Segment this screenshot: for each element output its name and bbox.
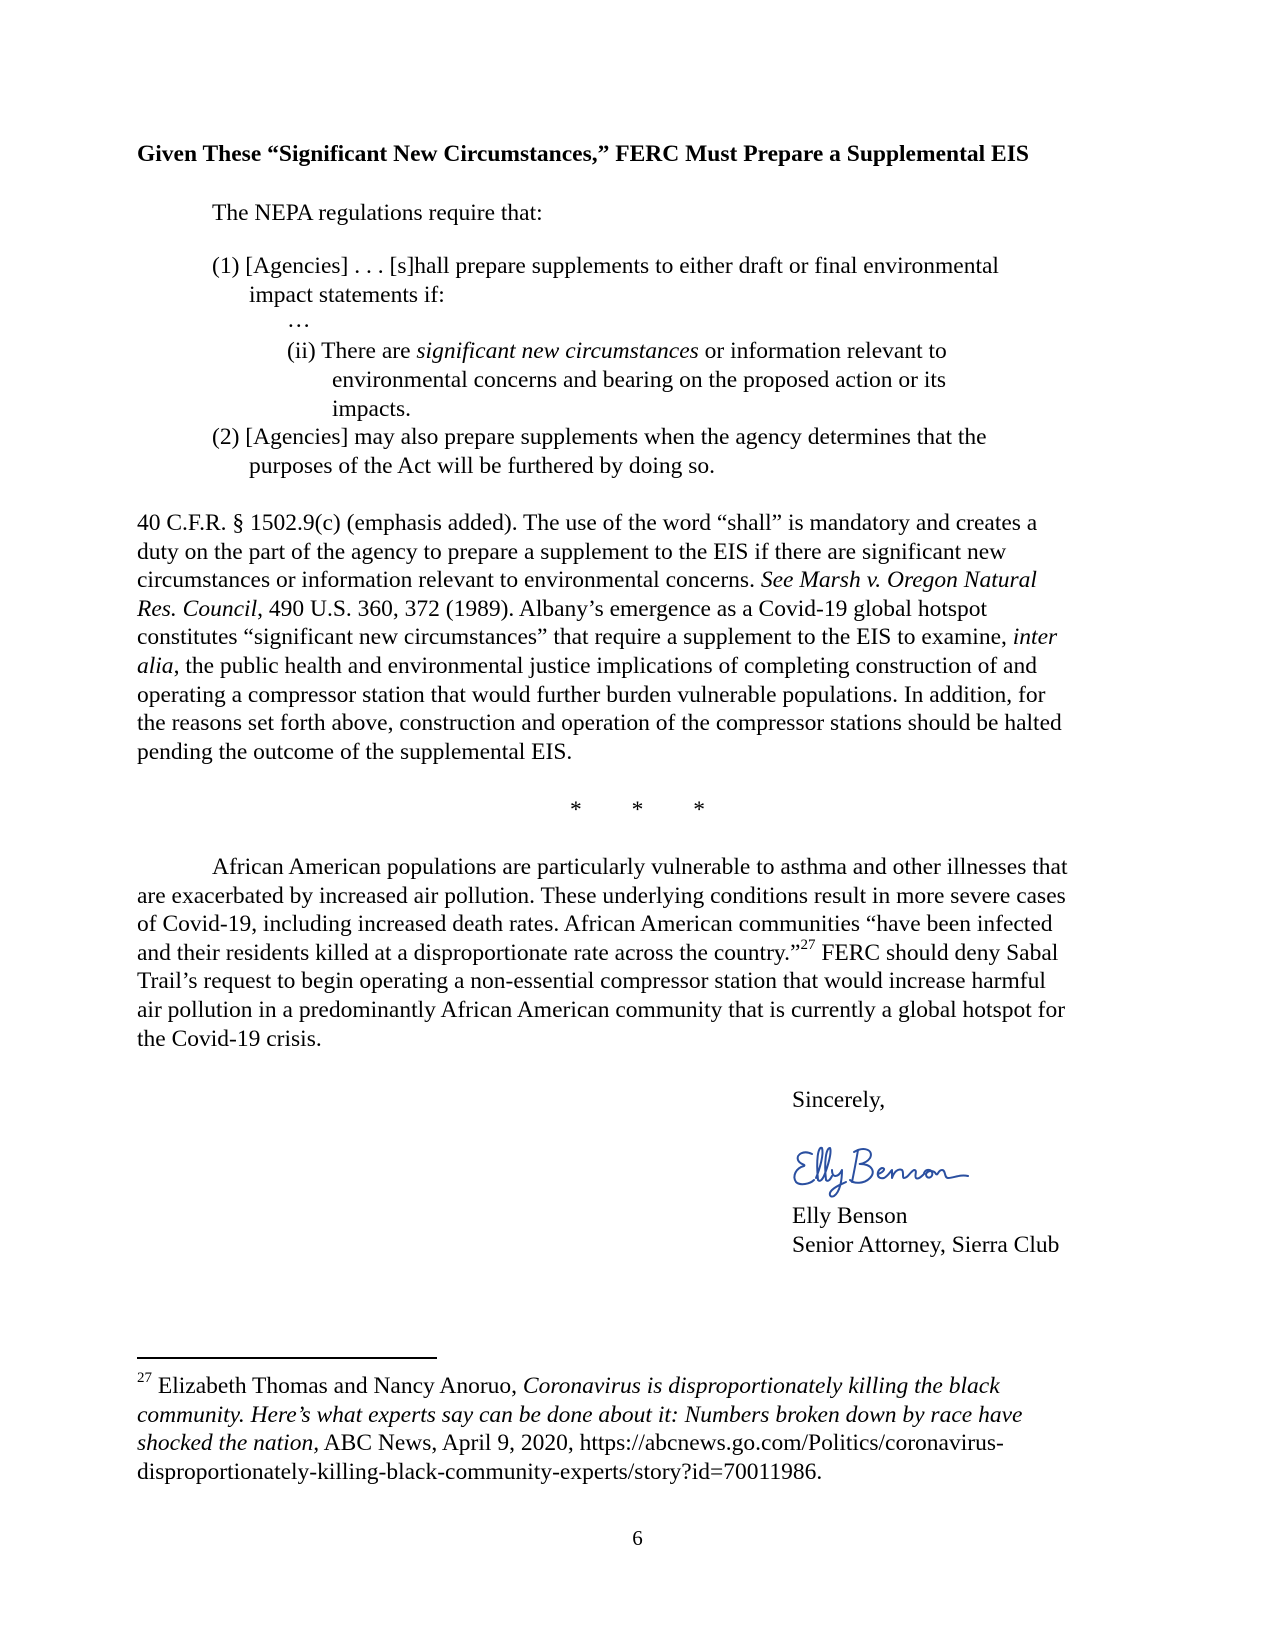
body-line: duty on the part of the agency to prepare a supplement to the EIS if there are significant new [137,538,1007,565]
quote-ellipsis: … [287,307,311,333]
closing-salutation: Sincerely, [792,1087,886,1113]
footnote-number: 27 [137,1370,152,1387]
footnote-source[interactable]: ABC News, April 9, 2020, https://abcnews.go.com/Politics/coronavirus- [319,1430,1004,1457]
footnote-divider [137,1357,437,1359]
quote-item-2-suffix: or information relevant to [698,338,947,364]
quote-item-1-line-2: impact statements if: [249,282,445,308]
handwritten-signature [790,1140,990,1208]
paragraph-line: Trail’s request to begin operating a non-essential compressor station that would increase harmful [137,968,1046,995]
intro-text: The NEPA regulations require that: [212,200,543,226]
latin-term: inter [1012,624,1058,651]
paragraph-line: of Covid-19, including increased death rates. African American communities “have been infected [137,911,1053,938]
body-line: the reasons set forth above, construction and operation of the compressor stations should be halted [137,710,1062,737]
article-title: shocked the nation, [137,1430,320,1457]
quote-item-2-line-2: environmental concerns and bearing on the proposed action or its [332,367,947,393]
body-text: , the public health and environmental justice implications of completing construction of and [173,652,1037,679]
footnote-line [137,1372,1022,1401]
closing-paragraph [137,853,1068,1053]
page-number: 6 [632,1526,643,1550]
footnote-line [137,1429,1022,1458]
paragraph-line: African American populations are particularly vulnerable to asthma and other illnesses that [212,854,1068,880]
body-line: pending the outcome of the supplemental EIS. [137,738,573,765]
latin-term: alia [137,652,174,679]
body-line [137,623,1142,652]
footnote-line[interactable]: disproportionately-killing-black-community-experts/story?id=70011986. [137,1458,823,1485]
body-text: constitutes “significant new circumstances” that require a supplement to the EIS to examine, [137,624,1013,651]
case-citation: Res. Council [137,595,258,622]
signature-image [790,1140,990,1200]
body-line: 40 C.F.R. § 1502.9(c) (emphasis added). The use of the word “shall” is mandatory and creates a [137,510,1038,536]
body-line: operating a compressor station that would further burden vulnerable populations. In addition, for [137,681,1046,708]
quote-item-2-prefix: (ii) There are [287,338,417,364]
body-line [137,566,1142,595]
body-line [137,595,1142,624]
article-title: Coronavirus is disproportionately killing the black [522,1373,1000,1399]
footnote-line [137,1401,1022,1430]
quote-item-2-emphasis: significant new circumstances [416,338,699,364]
quote-item-3-line-1: (2) [Agencies] may also prepare supplements when the agency determines that the [212,424,987,450]
paragraph-text: and their residents killed at a disproportionate rate across the country.” [137,939,801,966]
body-line [137,652,1142,681]
article-title: community. Here’s what experts say can be done about it: Numbers broken down by race have [137,1401,1023,1428]
body-text: circumstances or information relevant to environmental concerns. [137,567,761,594]
body-paragraph [137,509,1142,766]
section-separator: * * * [570,797,727,823]
paragraph-line [137,936,1068,968]
footnote-text: Elizabeth Thomas and Nancy Anoruo, [152,1373,523,1399]
paragraph-text: FERC should deny Sabal [815,939,1059,966]
footnote [137,1372,1022,1486]
paragraph-line: air pollution in a predominantly African American community that is currently a global hotspot for [137,996,1066,1023]
quote-item-3-line-2: purposes of the Act will be furthered by doing so. [249,453,715,479]
case-citation: See Marsh v. Oregon Natural [760,567,1037,594]
paragraph-line: are exacerbated by increased air pollution. These underlying conditions result in more severe cases [137,882,1066,909]
footnote-reference[interactable]: 27 [800,936,816,953]
signatory-title: Senior Attorney, Sierra Club [792,1232,1060,1258]
quote-item-1-line-1: (1) [Agencies] . . . [s]hall prepare supplements to either draft or final environmental [212,253,999,279]
section-heading: Given These “Significant New Circumstances,” FERC Must Prepare a Supplemental EIS [137,141,1029,167]
quote-item-2-line-3: impacts. [332,396,411,422]
body-text: , 490 U.S. 360, 372 (1989). Albany’s emergence as a Covid-19 global hotspot [257,595,988,622]
paragraph-line: the Covid-19 crisis. [137,1025,322,1052]
quote-item-2-line-1 [287,337,947,366]
signatory-name: Elly Benson [792,1203,908,1229]
